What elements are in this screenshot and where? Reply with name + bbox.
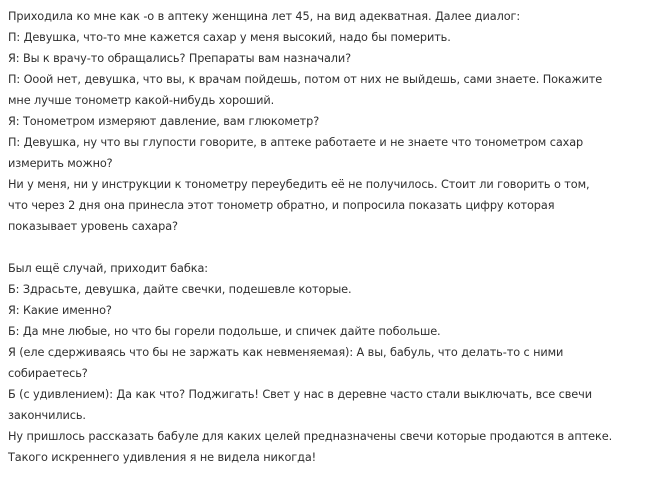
text-line: закончились. <box>8 409 86 422</box>
text-line: Приходила ко мне как -о в аптеку женщина лет 45, на вид адекватная. Далее диалог: <box>8 10 521 23</box>
cropped-text-remnant <box>8 478 218 486</box>
text-line: Такого искреннего удивления я не видела никогда! <box>8 451 317 464</box>
text-line: собираетесь? <box>8 367 88 380</box>
text-line: Б (с удивлением): Да как что? Поджигать! Свет у нас в деревне часто стали выключать, все свечи <box>8 388 592 401</box>
text-line: Был ещё случай, приходит бабка: <box>8 262 208 275</box>
text-line: Я (еле сдерживаясь что бы не заржать как невменяемая): А вы, бабуль, что делать-то с ними <box>8 346 564 359</box>
text-line: Ни у меня, ни у инструкции к тонометру переубедить её не получилось. Стоит ли говорить о том, <box>8 178 590 191</box>
text-line: Ну пришлось рассказать бабуле для каких целей предназначены свечи которые продаются в аптеке. <box>8 430 613 443</box>
text-line: П: Девушка, ну что вы глупости говорите, в аптеке работаете и не знаете что тонометром сахар <box>8 136 584 149</box>
text-line: П: Ооой нет, девушка, что вы, к врачам пойдешь, потом от них не выйдешь, сами знаете. Покажите <box>8 73 603 86</box>
text-line: П: Девушка, что-то мне кажется сахар у меня высокий, надо бы померить. <box>8 31 451 44</box>
text-line: измерить можно? <box>8 157 113 170</box>
text-line: мне лучше тонометр какой-нибудь хороший. <box>8 94 275 107</box>
text-line: показывает уровень сахара? <box>8 220 178 233</box>
text-line: Я: Вы к врачу-то обращались? Препараты вам назначали? <box>8 52 352 65</box>
text-line: Я: Тонометром измеряют давление, вам глюкометр? <box>8 115 320 128</box>
text-line: Б: Здрасьте, девушка, дайте свечки, подешевле которые. <box>8 283 352 296</box>
text-line: Б: Да мне любые, но что бы горели подольше, и спичек дайте побольше. <box>8 325 441 338</box>
text-line: что через 2 дня она принесла этот тонометр обратно, и попросила показать цифру которая <box>8 199 555 212</box>
text-line: Я: Какие именно? <box>8 304 112 317</box>
